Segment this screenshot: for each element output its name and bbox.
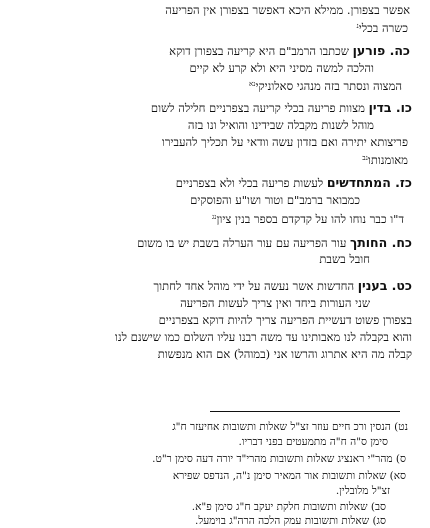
para-27-line-2: כמבואר ברמב"ם וטור ושו"ע והפוסקים [190, 193, 360, 207]
para-29-line-5: קבלה מה היא אתרוג והרשו אני (במוהל) אם הוא מנפשות [157, 347, 412, 361]
para-heading: כה. פורען [352, 43, 410, 58]
footnote-3-cont: זצ"ל מלובלין. [335, 485, 390, 497]
line-1: אפשר בצפורן. ממילא היכא דאפשר בצפורן אין הפריעה [165, 3, 410, 17]
para-27-line-1: כז. המתחדשים לעשות פריעה בכלי ולא בצפרניים [175, 175, 412, 190]
footnote-3: סא) שאלות ותשובות אור המאיר סימן נ"ה, הנדפס שפירא [172, 470, 406, 482]
para-26-line-4: מאומנותו$^{נב}$ [362, 153, 408, 167]
footnote-5: סג) שאלות ותשובות עמק הלכה הרה"ג בוימעל. [194, 515, 386, 527]
para-29-line-2: שני העורות ביחד ואין צריך לעשות הפריעה [180, 296, 370, 310]
footnote-4: סב) שאלות ותשובות חלקת יעקב ח"ג סימן פ"א. [191, 501, 386, 513]
footnote-1-cont: סימן ס"ה ח"ה מתמעטים בפני דבריו. [238, 436, 388, 448]
footnote-ref: נא [248, 80, 256, 88]
para-26-line-2: מוהל לשנות מקבלה שבידינו והואיל ונו בזה [187, 118, 374, 132]
para-heading: כז. המתחדשים [326, 175, 412, 190]
footnote-separator [210, 411, 400, 412]
para-29-line-1: כט. בענין החדשות אשר נעשה על ידי מוהל אחד לחתוך [153, 278, 412, 293]
footnote-ref: נג [211, 213, 217, 221]
para-heading: כח. החותך [350, 235, 412, 250]
para-27-line-3: ד"ו כבר נוחו להו על קדקדם בספר בנין ציון$^{נג}$ [211, 212, 404, 226]
para-28-line-2: חובל בשבת [319, 252, 370, 266]
para-heading: כו. בדין [368, 100, 412, 115]
para-29-line-4: והוא בקבלה לנו מאבותינו עד משה רבנו עליו השלום כמו שישנם לנו [114, 330, 412, 344]
footnote-2: ס) מהר"י ראנציג שאלות ותשובות מהרי"ד יורה דעה סימן ר"ט. [152, 453, 406, 465]
line-2: כשרה בכלי$^נ$ [356, 21, 408, 35]
footnote-1: נט) הנסין ורכ חיים עוזר זצ"ל שאלות ותשובות אחיעזר ח"ג [172, 421, 408, 433]
para-25-line-3: המצוה ונסתר בזה מנהגי סאלוניקי$^{נא}$ [248, 79, 402, 93]
footnote-ref: נב [362, 154, 368, 162]
para-heading: כט. בענין [357, 278, 412, 293]
para-26-line-3: פריצותא יתירה ואם בזדון עשה וודאי על תכליך להעבירו [161, 135, 408, 149]
footnote-ref: נ [356, 22, 359, 30]
para-26-line-1: כו. בדין מצוות פריעה בכלי קריעה בצפרניים חלילה לשום [150, 100, 412, 115]
para-29-line-3: בצפורן פשוט דעשיית הפריעה צריך להיות דוקא בצפרניים [158, 313, 412, 327]
para-28-line-1: כח. החותך עור הפריעה עם עור הערלה בשבת יש בו משום [137, 235, 412, 250]
para-25-line-1: כה. פורען שכתבו הרמב"ם היא קריעה בצפורן דוקא [169, 43, 410, 58]
para-25-line-2: והלכה למשה מסיני היא ולא קרע לא קיים [189, 61, 374, 75]
